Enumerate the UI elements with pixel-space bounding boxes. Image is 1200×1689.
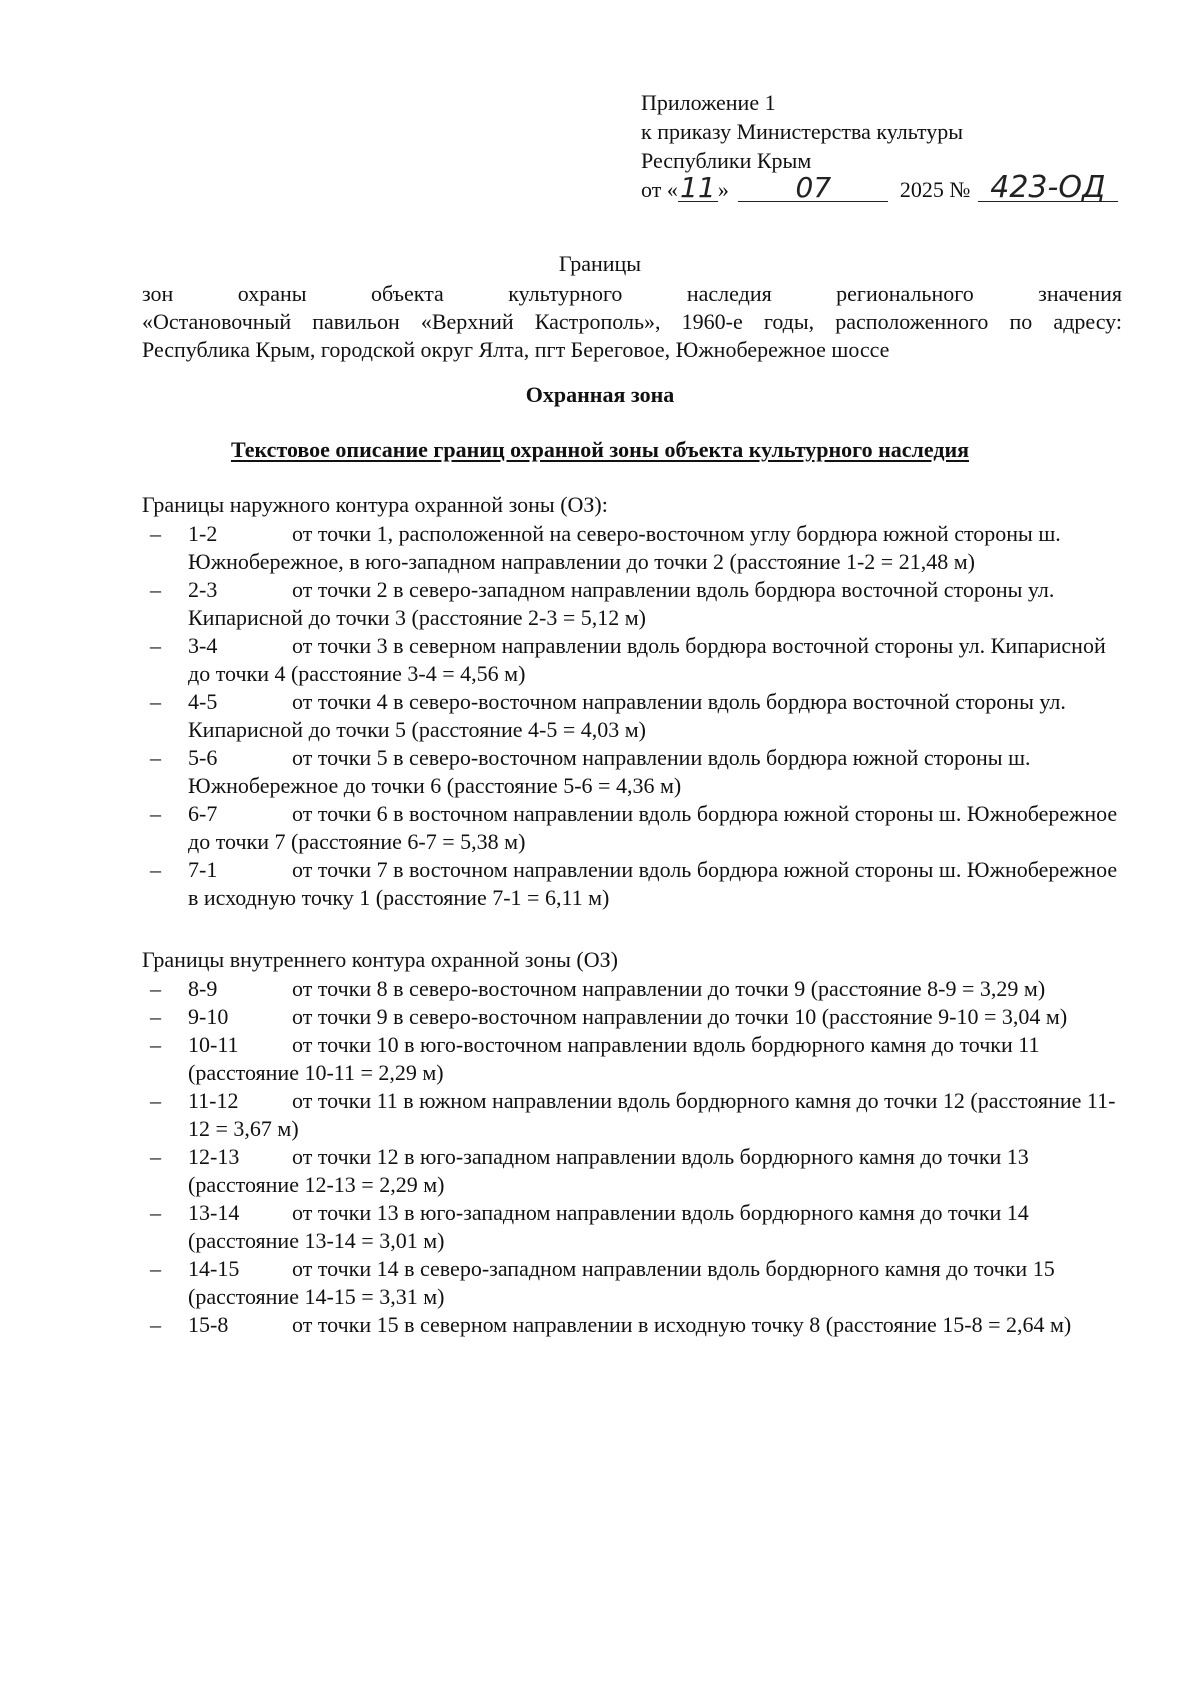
- date-day: 11: [678, 175, 718, 202]
- segment-description: от точки 14 в северо-западном направлении вдоль бордюрного камня до точки 15 (расстояние 14-15 = 3,31 м): [188, 1256, 1055, 1309]
- segment-number: 3-4: [188, 633, 218, 658]
- segment-number: 1-2: [188, 521, 218, 546]
- segment-number: 15-8: [188, 1312, 229, 1337]
- inner-contour-title: Границы внутреннего контура охранной зоны (ОЗ): [142, 947, 618, 972]
- list-dash: –: [150, 976, 161, 1001]
- segment-description: от точки 10 в юго-восточном направлении вдоль бордюрного камня до точки 11 (расстояние 10-11 = 2,29 м): [188, 1032, 1040, 1085]
- date-mid: »: [717, 177, 729, 202]
- list-item: [142, 975, 1127, 1003]
- date-year: 2025 №: [899, 177, 971, 202]
- segment-number: 10-11: [188, 1032, 239, 1057]
- description-heading: [0, 437, 1200, 463]
- inner-contour-section: [142, 946, 1127, 1339]
- inner-contour-list: [142, 975, 1127, 1339]
- segment-description: от точки 7 в восточном направлении вдоль бордюра южной стороны ш. Южнобережное в исходную точку 1 (расстояние 7-1 = 6,11 м): [188, 857, 1118, 910]
- list-item: [142, 1143, 1127, 1199]
- segment-number: 14-15: [188, 1256, 240, 1281]
- list-dash: –: [150, 1088, 161, 1113]
- zone-heading: Охранная зона: [525, 382, 675, 407]
- segment-number: 7-1: [188, 857, 218, 882]
- segment-number: 2-3: [188, 577, 218, 602]
- segment-description: от точки 1, расположенной на северо-восточном углу бордюра южной стороны ш. Южнобережное, в юго-западном направлении до точки 2 (расстояние 1-2 = 21,48 м): [188, 521, 1061, 574]
- document-title: Границы: [558, 251, 642, 276]
- order-number: 423-ОД: [978, 175, 1118, 202]
- outer-contour-section: [142, 491, 1127, 912]
- list-dash: –: [150, 801, 161, 826]
- list-dash: –: [150, 689, 161, 714]
- list-item: [142, 1255, 1127, 1311]
- segment-number: 12-13: [188, 1144, 240, 1169]
- segment-number: 13-14: [188, 1200, 240, 1225]
- list-dash: –: [150, 1144, 161, 1169]
- segment-number: 5-6: [188, 745, 218, 770]
- list-item: [142, 520, 1127, 576]
- outer-contour-title: Границы наружного контура охранной зоны (ОЗ):: [142, 492, 608, 517]
- segment-description: от точки 15 в северном направлении в исходную точку 8 (расстояние 15-8 = 2,64 м): [292, 1312, 1072, 1337]
- segment-number: 9-10: [188, 1004, 229, 1029]
- outer-contour-list: [142, 520, 1127, 912]
- appendix-line-3: Республики Крым: [641, 148, 812, 173]
- segment-description: от точки 9 в северо-восточном направлении до точки 10 (расстояние 9-10 = 3,04 м): [292, 1004, 1068, 1029]
- segment-description: от точки 12 в юго-западном направлении вдоль бордюрного камня до точки 13 (расстояние 12-13 = 2,29 м): [188, 1144, 1029, 1197]
- segment-number: 11-12: [188, 1088, 239, 1113]
- list-dash: –: [150, 1004, 161, 1029]
- subtitle-line-1: зон охраны объекта культурного наследия регионального значения: [142, 281, 1122, 306]
- list-item: [142, 688, 1127, 744]
- list-item: [142, 800, 1127, 856]
- segment-description: от точки 13 в юго-западном направлении вдоль бордюрного камня до точки 14 (расстояние 13-14 = 3,01 м): [188, 1200, 1029, 1253]
- list-item: [142, 576, 1127, 632]
- segment-description: от точки 2 в северо-западном направлении вдоль бордюра восточной стороны ул. Кипарисной до точки 3 (расстояние 2-3 = 5,12 м): [188, 577, 1055, 630]
- appendix-header: [641, 88, 1161, 204]
- list-dash: –: [150, 1032, 161, 1057]
- segment-description: от точки 5 в северо-восточном направлении вдоль бордюра южной стороны ш. Южнобережное до точки 6 (расстояние 5-6 = 4,36 м): [188, 745, 1031, 798]
- list-dash: –: [150, 1256, 161, 1281]
- description-heading-text: Текстовое описание границ охранной зоны объекта культурного наследия: [230, 437, 970, 462]
- order-date-line: [641, 170, 1161, 205]
- list-dash: –: [150, 633, 161, 658]
- list-dash: –: [150, 1200, 161, 1225]
- segment-description: от точки 11 в южном направлении вдоль бордюрного камня до точки 12 (расстояние 11-12 = 3,67 м): [188, 1088, 1116, 1141]
- list-item: [142, 856, 1127, 912]
- subtitle-line-3: Республика Крым, городской округ Ялта, пгт Береговое, Южнобережное шоссе: [142, 337, 890, 362]
- segment-number: 8-9: [188, 976, 218, 1001]
- subtitle-line-2: «Остановочный павильон «Верхний Кастрополь», 1960-е годы, расположенного по адресу:: [142, 309, 1122, 334]
- list-item: [142, 1311, 1127, 1339]
- list-item: [142, 1199, 1127, 1255]
- segment-description: от точки 8 в северо-восточном направлении до точки 9 (расстояние 8-9 = 3,29 м): [292, 976, 1046, 1001]
- document-subtitle: [142, 280, 1122, 364]
- list-item: [142, 1003, 1127, 1031]
- list-item: [142, 1087, 1127, 1143]
- list-item: [142, 744, 1127, 800]
- date-month: 07: [738, 175, 888, 202]
- list-dash: –: [150, 521, 161, 546]
- list-item: [142, 1031, 1127, 1087]
- segment-number: 6-7: [188, 801, 218, 826]
- date-prefix: от «: [641, 177, 678, 202]
- segment-description: от точки 6 в восточном направлении вдоль бордюра южной стороны ш. Южнобережное до точки 7 (расстояние 6-7 = 5,38 м): [188, 801, 1118, 854]
- list-dash: –: [150, 577, 161, 602]
- list-dash: –: [150, 1312, 161, 1337]
- appendix-line-2: к приказу Министерства культуры: [641, 119, 964, 144]
- segment-description: от точки 3 в северном направлении вдоль бордюра восточной стороны ул. Кипарисной до точки 4 (расстояние 3-4 = 4,56 м): [188, 633, 1106, 686]
- segment-number: 4-5: [188, 689, 218, 714]
- list-item: [142, 632, 1127, 688]
- segment-description: от точки 4 в северо-восточном направлении вдоль бордюра восточной стороны ул. Кипарисной до точки 5 (расстояние 4-5 = 4,03 м): [188, 689, 1066, 742]
- list-dash: –: [150, 745, 161, 770]
- list-dash: –: [150, 857, 161, 882]
- appendix-line-1: Приложение 1: [641, 90, 776, 115]
